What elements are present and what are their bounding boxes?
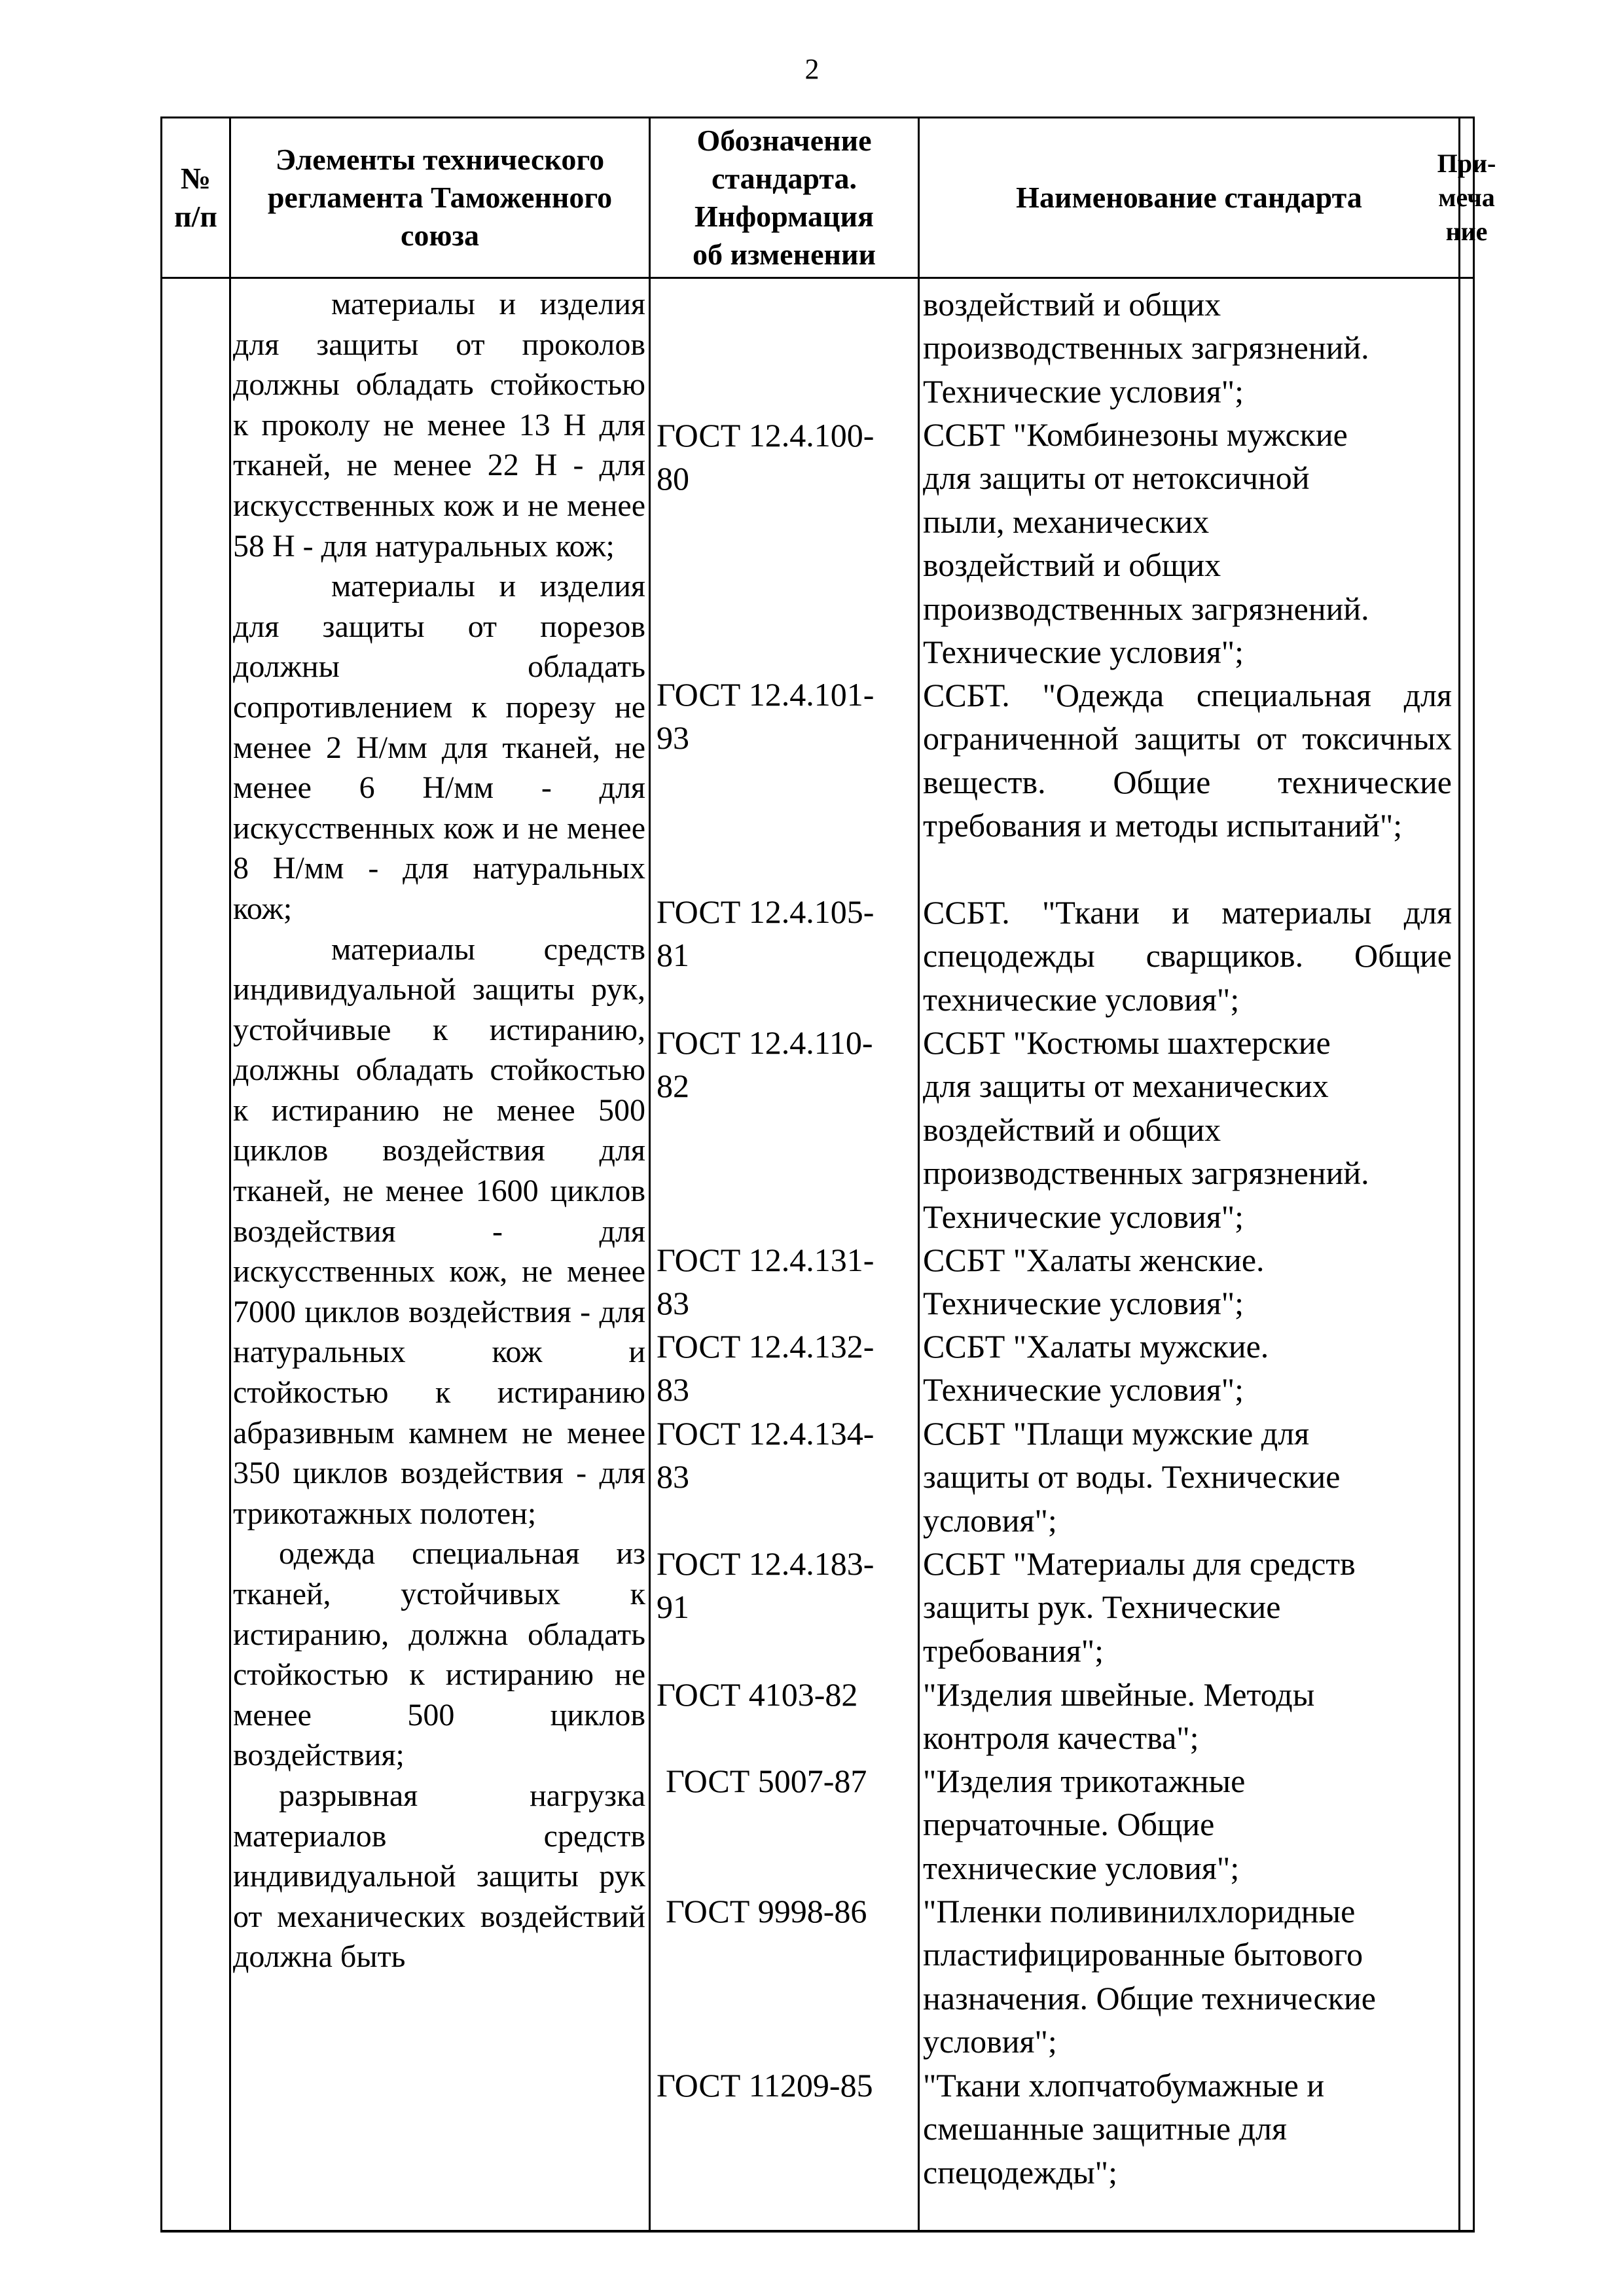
standard-designation: ГОСТ 12.4.100- 80: [657, 417, 875, 497]
header-name: Наименование стандарта: [1016, 181, 1362, 214]
standard-name: ССБТ "Костюмы шахтерские для защиты от механических воздействий и общих производственных загрязнений. Технические условия";: [923, 1024, 1369, 1235]
standard-name: "Изделия трикотажные перчаточные. Общие технические условия";: [923, 1763, 1246, 1886]
standard-name: "Пленки поливинилхлоридные пластифицированные бытового назначения. Общие технические условия";: [923, 1893, 1376, 2060]
standard-name: ССБТ. "Ткани и материалы для спецодежды сварщиков. Общие технические условия";: [923, 894, 1452, 1018]
standard-designation: ГОСТ 12.4.105- 81: [657, 893, 875, 973]
standard-name: "Изделия швейные. Методы контроля качества";: [923, 1676, 1315, 1757]
table-border-bottom: [160, 2230, 1475, 2233]
standard-designation: ГОСТ 12.4.110- 82: [657, 1024, 873, 1104]
element-item: одежда специальная из тканей, устойчивых к истиранию, должна обладать стойкостью к истиранию не менее 500 циклов воздействия;: [233, 1536, 645, 1773]
standard-name: ССБТ "Плащи мужские для защиты от воды. Технические условия";: [923, 1415, 1341, 1539]
column-divider: [1458, 117, 1460, 2233]
element-item: материалы средств индивидуальной защиты рук, устойчивые к истиранию, должны обладать стойкостью к истиранию не менее 500 циклов воздействия для тканей, не менее 1600 циклов воздействия - для искусственных кож, не менее 7000 циклов воздействия - для натуральных кож и стойкостью к истиранию абразивным камнем не менее 350 циклов воздействия - для трикотажных полотен;: [233, 931, 645, 1531]
standard-designation: ГОСТ 12.4.132- 83: [657, 1328, 875, 1408]
standard-designation: ГОСТ 9998-86: [666, 1893, 867, 1929]
elements-column: [233, 284, 645, 1977]
standard-designation: ГОСТ 4103-82: [657, 1676, 858, 1713]
column-divider: [649, 117, 651, 2233]
standard-designation: ГОСТ 12.4.183- 91: [657, 1545, 875, 1625]
standard-designation: ГОСТ 5007-87: [666, 1763, 867, 1799]
table-border-left: [160, 117, 162, 2233]
page-number: 2: [804, 53, 820, 85]
header-elements: Элементы технического регламента Таможенного союза: [267, 143, 613, 252]
element-item: разрывная нагрузка материалов средств индивидуальной защиты рук от механических воздействий должна быть: [233, 1778, 645, 1975]
standard-designation: ГОСТ 12.4.101- 93: [657, 676, 875, 756]
standard-name: ССБТ "Халаты женские. Технические условия";: [923, 1242, 1265, 1322]
standard-name: ССБТ "Халаты мужские. Технические условия";: [923, 1328, 1269, 1408]
standard-designation: ГОСТ 12.4.131- 83: [657, 1242, 875, 1321]
standard-name: ССБТ "Комбинезоны мужские для защиты от нетоксичной пыли, механических воздействий и общих производственных загрязнений. Технические условия";: [923, 416, 1369, 671]
table-border-right: [1473, 117, 1475, 2233]
standard-designation: ГОСТ 11209-85: [657, 2067, 873, 2104]
standard-designation: ГОСТ 12.4.134- 83: [657, 1415, 875, 1495]
header-designation: Обозначение стандарта. Информация об изменении: [692, 124, 876, 271]
header-note: При- меча ние: [1437, 149, 1496, 246]
element-item: материалы и изделия для защиты от порезов должны обладать сопротивлением к порезу не менее 2 Н/мм для тканей, не менее 6 Н/мм - для искусственных кож и не менее 8 Н/мм - для натуральных кож;: [233, 569, 645, 926]
column-divider: [229, 117, 231, 2233]
standard-name: воздействий и общих производственных загрязнений. Технические условия";: [923, 286, 1369, 410]
standard-name: "Ткани хлопчатобумажные и смешанные защитные для спецодежды";: [923, 2067, 1325, 2191]
column-divider: [918, 117, 920, 2233]
header-number: № п/п: [174, 162, 217, 233]
standard-name: ССБТ. "Одежда специальная для ограниченной защиты от токсичных веществ. Общие технические требования и методы испытаний";: [923, 677, 1452, 844]
header-divider: [160, 277, 1475, 279]
element-item: материалы и изделия для защиты от проколов должны обладать стойкостью к проколу не менее 13 Н для тканей, не менее 22 Н - для искусственных кож и не менее 58 Н - для натуральных кож;: [233, 287, 645, 564]
standard-name: ССБТ "Материалы для средств защиты рук. Технические требования";: [923, 1545, 1356, 1669]
